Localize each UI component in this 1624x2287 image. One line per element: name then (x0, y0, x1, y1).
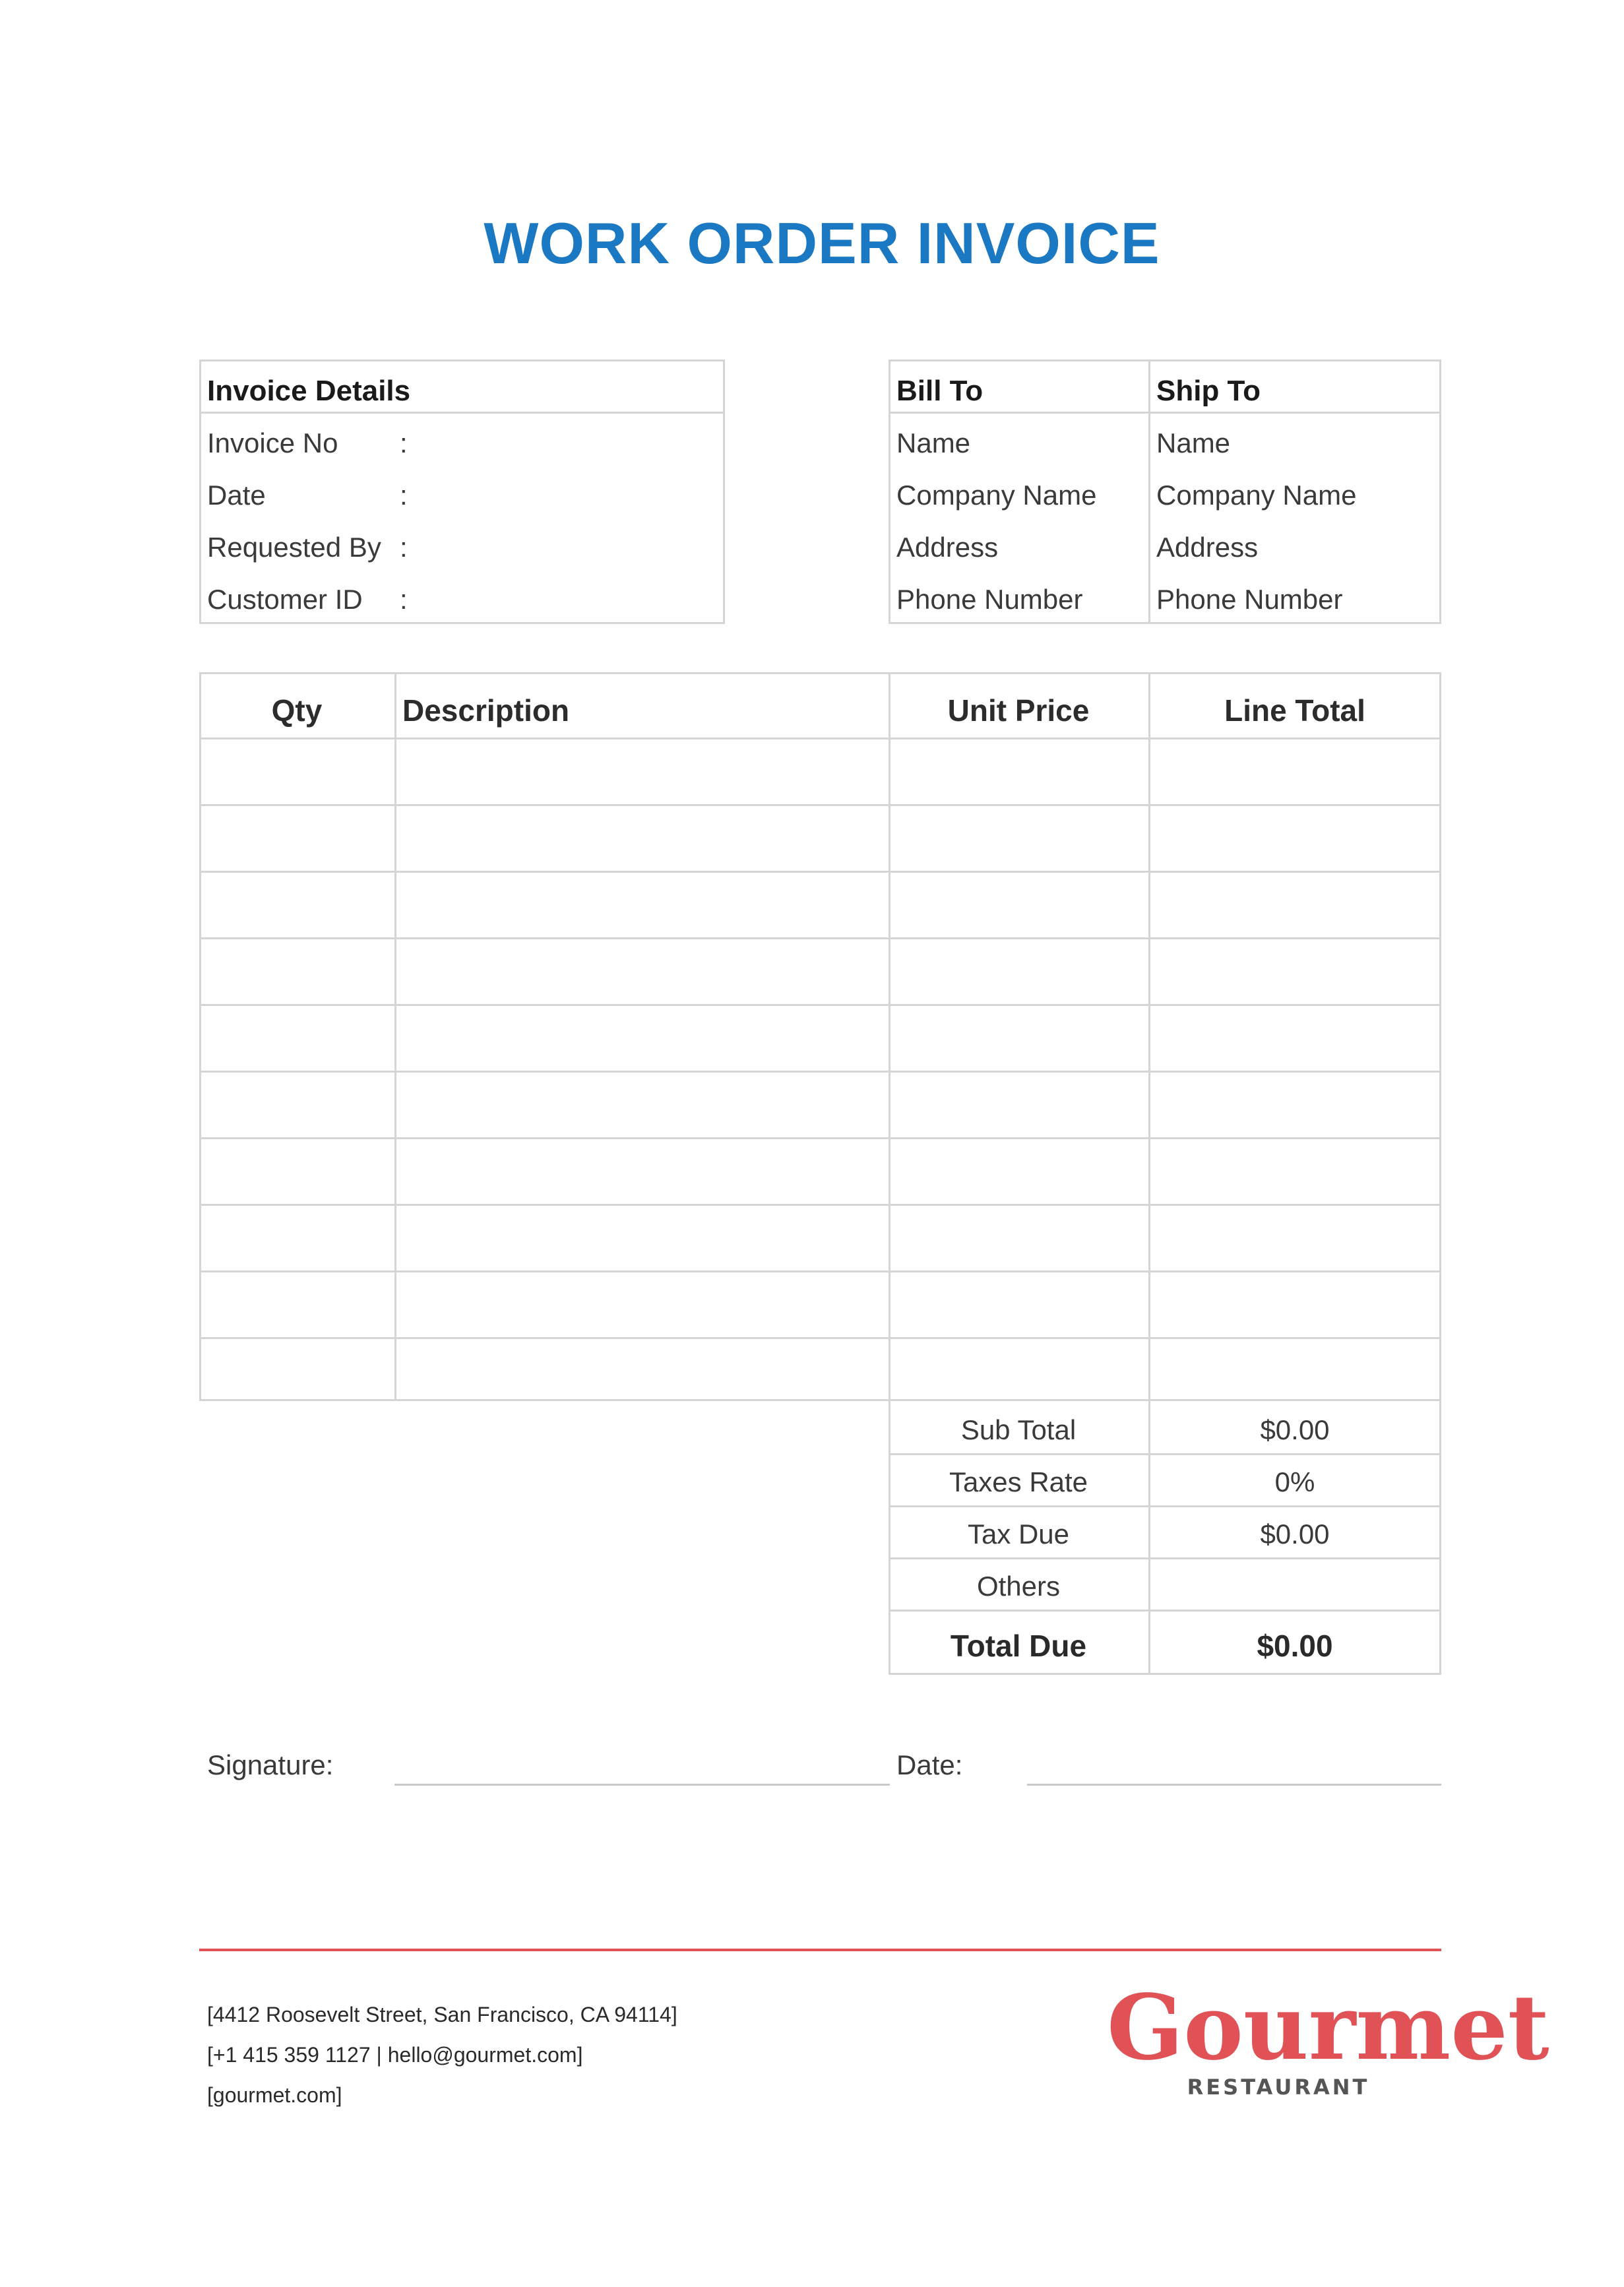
ship-to-company: Company Name (1156, 480, 1357, 511)
page-title: WORK ORDER INVOICE (484, 210, 1160, 276)
bill-to-company: Company Name (896, 480, 1097, 511)
row-divider (199, 1137, 1441, 1139)
row-divider (199, 937, 1441, 939)
row-divider (889, 1610, 1441, 1612)
column-divider (394, 672, 396, 1401)
row-divider (199, 871, 1441, 873)
column-divider (889, 672, 890, 1401)
sub-total-label: Sub Total (960, 1414, 1077, 1445)
footer-divider (199, 1949, 1441, 1951)
sign-date-label: Date: (896, 1749, 963, 1780)
row-divider (199, 1337, 1441, 1339)
invoice-no-sep: : (400, 427, 408, 458)
row-divider (199, 1270, 1441, 1272)
requested-by-sep: : (400, 532, 408, 563)
row-divider (199, 1071, 1441, 1073)
tax-due-value: $0.00 (1260, 1519, 1330, 1550)
divider (1148, 360, 1150, 624)
row-divider (889, 1557, 1441, 1559)
bill-to-phone: Phone Number (896, 584, 1083, 615)
ship-to-header: Ship To (1156, 375, 1261, 407)
divider (199, 412, 725, 414)
total-due-value: $0.00 (1257, 1629, 1333, 1663)
row-divider (889, 1505, 1441, 1507)
requested-by-label: Requested By (207, 532, 381, 563)
taxes-rate-label: Taxes Rate (949, 1466, 1088, 1497)
invoice-details-header: Invoice Details (207, 375, 411, 407)
footer-website: [gourmet.com] (207, 2083, 342, 2107)
col-header-description: Description (402, 693, 570, 728)
signature-label: Signature: (207, 1749, 334, 1780)
date-sep: : (400, 480, 408, 511)
bill-to-name: Name (896, 427, 971, 458)
col-header-qty: Qty (271, 693, 323, 728)
items-table (199, 672, 1441, 1401)
footer-contact: [+1 415 359 1127 | hello@gourmet.com] (207, 2043, 583, 2067)
taxes-rate-value: 0% (1274, 1466, 1315, 1497)
sign-date-line[interactable] (1027, 1784, 1441, 1786)
signature-line[interactable] (394, 1784, 890, 1786)
row-divider (199, 1204, 1441, 1206)
customer-id-sep: : (400, 584, 408, 615)
bill-to-address: Address (896, 532, 999, 563)
sub-total-value: $0.00 (1260, 1414, 1330, 1445)
total-due-label: Total Due (950, 1629, 1087, 1663)
col-header-unit-price: Unit Price (947, 693, 1090, 728)
divider (889, 412, 1441, 414)
column-divider (1148, 672, 1150, 1401)
others-label: Others (976, 1571, 1061, 1602)
row-divider (199, 737, 1441, 739)
footer-address: [4412 Roosevelt Street, San Francisco, CA 94114] (207, 2003, 677, 2026)
date-label: Date (207, 480, 266, 511)
bill-to-header: Bill To (896, 375, 984, 407)
ship-to-address: Address (1156, 532, 1259, 563)
ship-to-name: Name (1156, 427, 1231, 458)
customer-id-label: Customer ID (207, 584, 363, 615)
row-divider (199, 804, 1441, 806)
logo-wordmark: Gourmet (1107, 1975, 1549, 2081)
row-divider (199, 1004, 1441, 1006)
ship-to-phone: Phone Number (1156, 584, 1343, 615)
invoice-no-label: Invoice No (207, 427, 338, 458)
row-divider (889, 1453, 1441, 1455)
tax-due-label: Tax Due (967, 1519, 1070, 1550)
logo-subtitle: RESTAURANT (1187, 2075, 1370, 2100)
col-header-line-total: Line Total (1224, 693, 1365, 728)
